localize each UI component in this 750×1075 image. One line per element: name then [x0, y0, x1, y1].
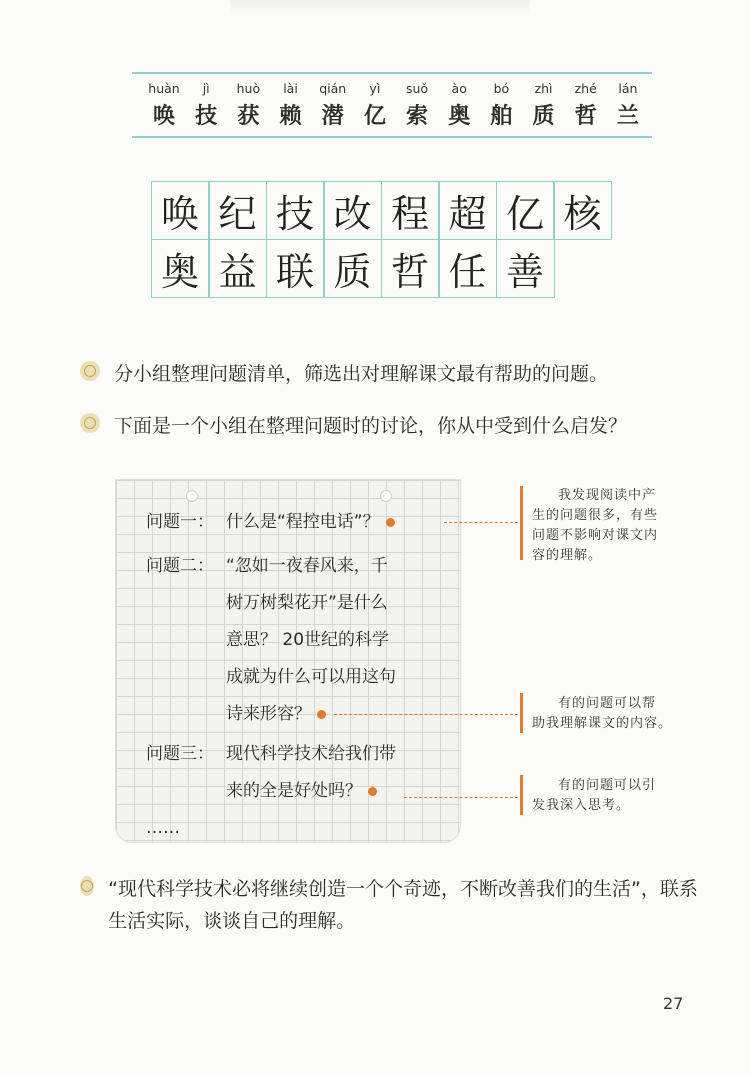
- question-text: 来的全是好处吗？: [226, 781, 362, 801]
- character-item: 奥: [448, 103, 471, 129]
- question-text: 诗来形容？: [226, 704, 311, 724]
- question-label: 问题三：: [146, 744, 214, 764]
- instruction-text: “现代科学技术必将继续创造一个个奇迹，不断改善我们的生活”，联系生活实际，谈谈自己的理解。: [108, 878, 698, 932]
- grid-cell: 超: [438, 181, 497, 240]
- question-2-line: 意思？ 20世纪的科学: [226, 630, 390, 650]
- character-item: 唤: [152, 103, 175, 129]
- bottom-rule: [132, 136, 652, 138]
- note-bar: [520, 775, 523, 815]
- grid-cell: 任: [438, 239, 497, 298]
- connector-line: [334, 714, 518, 715]
- question-note-card: [116, 480, 460, 842]
- pinyin-item: suǒ: [405, 81, 429, 96]
- grid-row-1: [152, 182, 612, 240]
- grid-cell: 改: [323, 181, 382, 240]
- pinyin-item: huò: [236, 81, 261, 96]
- character-row: [146, 99, 646, 130]
- writing-grid: [152, 182, 612, 298]
- pinyin-item: ào: [451, 81, 467, 96]
- character-item: 亿: [363, 103, 386, 129]
- side-note-line: 生的问题很多，有些: [532, 508, 659, 523]
- side-note-3: [532, 776, 688, 816]
- instruction-2: [80, 410, 627, 442]
- connector-line: [444, 522, 518, 523]
- bullet-icon: [80, 361, 100, 381]
- pinyin-item: lài: [283, 81, 298, 96]
- note-bar: [520, 693, 523, 733]
- pinyin-item: zhé: [574, 81, 597, 96]
- pinyin-item: bó: [493, 81, 510, 96]
- grid-cell: 联: [266, 239, 325, 298]
- grid-row-2: [152, 240, 612, 298]
- pinyin-item: zhì: [534, 81, 553, 96]
- pinyin-character-band: [132, 72, 652, 138]
- question-2-line: 成就为什么可以用这句: [226, 667, 396, 687]
- instruction-3: [80, 873, 700, 937]
- character-item: 舶: [490, 103, 513, 129]
- grid-cell: 核: [553, 181, 612, 240]
- question-2-line: 树万树梨花开”是什么: [226, 593, 388, 613]
- pinyin-item: huàn: [148, 81, 180, 96]
- character-item: 质: [532, 103, 555, 129]
- grid-cell: 技: [266, 181, 325, 240]
- question-text: 什么是“程控电话”？: [226, 512, 380, 532]
- grid-cell: 益: [208, 239, 267, 298]
- side-note-line: 问题不影响对课文内: [532, 528, 659, 543]
- page-number: 27: [663, 994, 684, 1013]
- instruction-text: 分小组整理问题清单，筛选出对理解课文最有帮助的问题。: [114, 363, 609, 385]
- side-note-2: [532, 694, 688, 734]
- pinyin-item: qián: [319, 81, 347, 96]
- side-note-line: 有的问题可以帮: [558, 696, 657, 711]
- question-label: 问题二：: [146, 556, 214, 576]
- grid-cell: 善: [496, 239, 555, 298]
- character-item: 兰: [616, 103, 639, 129]
- grid-cell: 哲: [381, 239, 440, 298]
- character-item: 技: [195, 103, 218, 129]
- binder-hole: [186, 490, 198, 502]
- grid-cell: 奥: [151, 239, 210, 298]
- question-text: 现代科学技术给我们带: [226, 744, 396, 764]
- ellipsis: ……: [146, 818, 180, 838]
- side-note-line: 发我深入思考。: [532, 798, 631, 813]
- note-bar: [520, 486, 523, 560]
- character-item: 哲: [574, 103, 597, 129]
- character-item: 获: [237, 103, 260, 129]
- question-1: [146, 504, 395, 541]
- side-note-1: [532, 486, 688, 566]
- side-note-line: 有的问题可以引: [558, 778, 657, 793]
- character-item: 潜: [321, 103, 344, 129]
- question-2-last-line: [226, 696, 326, 733]
- pinyin-item: yì: [369, 81, 381, 96]
- pinyin-row: [146, 81, 646, 96]
- side-note-line: 容的理解。: [532, 548, 603, 563]
- marker-dot-icon: [368, 787, 377, 796]
- pinyin-item: lán: [618, 81, 638, 96]
- character-item: 索: [406, 103, 429, 129]
- character-item: 赖: [279, 103, 302, 129]
- side-note-line: 我发现阅读中产: [558, 488, 657, 503]
- question-2: [146, 548, 388, 585]
- grid-cell: 亿: [496, 181, 555, 240]
- bullet-icon: [80, 876, 94, 896]
- grid-cell: 纪: [208, 181, 267, 240]
- top-edge-shadow: [230, 0, 530, 14]
- bullet-icon: [80, 413, 100, 433]
- pinyin-item: jì: [202, 81, 210, 96]
- question-label: 问题一：: [146, 512, 214, 532]
- binder-hole: [380, 490, 392, 502]
- instruction-text: 下面是一个小组在整理问题时的讨论，你从中受到什么启发？: [114, 415, 628, 437]
- question-3-last-line: [226, 773, 377, 810]
- question-3: [146, 736, 396, 773]
- top-rule: [132, 72, 652, 74]
- instruction-1: [80, 358, 608, 390]
- grid-cell: 唤: [151, 181, 210, 240]
- side-note-line: 助我理解课文的内容。: [532, 716, 673, 731]
- marker-dot-icon: [386, 518, 395, 527]
- connector-line: [404, 797, 518, 798]
- question-text: “忽如一夜春风来，千: [226, 556, 388, 576]
- marker-dot-icon: [317, 710, 326, 719]
- grid-cell: 程: [381, 181, 440, 240]
- grid-cell: 质: [323, 239, 382, 298]
